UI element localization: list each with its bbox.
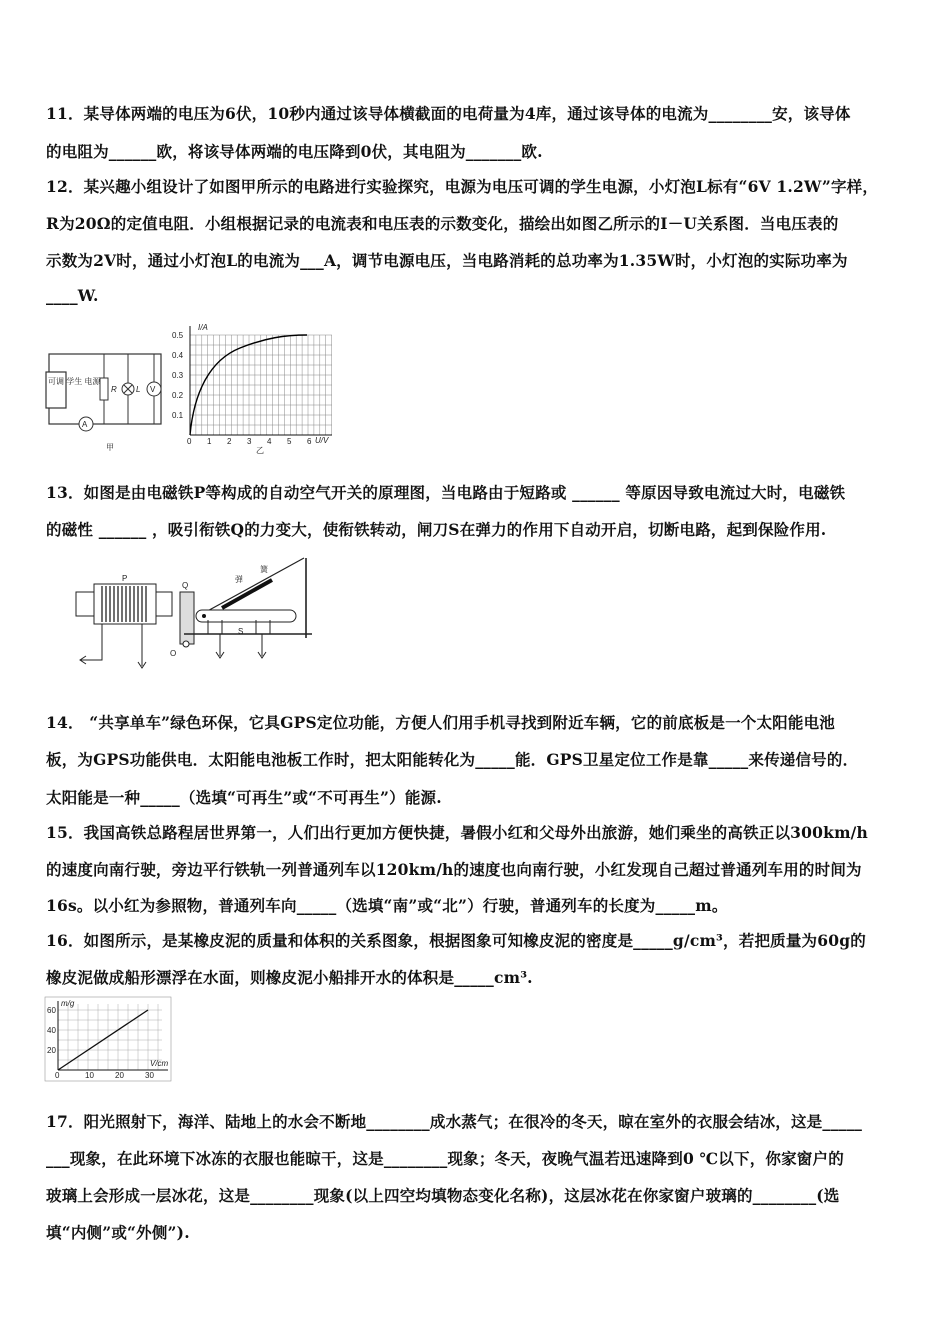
q15-line-3: 16s。以小红为参照物，普通列车向_____（选填“南”或“北”）行驶，普通列车的长度为_____m。 (46, 896, 728, 915)
v-label: V (150, 385, 156, 394)
q16-line-2: 橡皮泥做成船形漂浮在水面，则橡皮泥小船排开水的体积是_____cm³. (46, 968, 533, 987)
spring-label-1: 弹 (235, 575, 243, 584)
iu-x-tick: 1 (207, 437, 212, 446)
q11-line-1: 11．某导体两端的电压为6伏，10秒内通过该导体横截面的电荷量为4库，通过该导体的电流为________安，该导体 (46, 104, 851, 123)
q12-line-4: ____W. (46, 286, 99, 305)
q14-line-3: 太阳能是一种_____（选填“可再生”或“不可再生”）能源. (46, 788, 442, 807)
iu-x-tick: 5 (287, 437, 292, 446)
q12-line-3: 示数为2V时，通过小灯泡L的电流为___A，调节电源电压，当电路消耗的总功率为1.35W时，小灯泡的实际功率为 (46, 251, 848, 270)
iu-y-tick: 0.2 (172, 391, 184, 400)
switch-blade-s (196, 610, 296, 622)
q12-line-1: 12．某兴趣小组设计了如图甲所示的电路进行实验探究，电源为电压可调的学生电源，小灯泡L标有“6V 1.2W”字样， (46, 177, 879, 196)
iu-x-tick: 4 (267, 437, 272, 446)
iu-y-tick: 0.4 (172, 351, 184, 360)
iu-y-tick: 0.3 (172, 371, 184, 380)
iu-y-axis-label: I/A (198, 323, 208, 332)
mv-x-tick: 30 (145, 1071, 154, 1080)
iu-y-tick: 0.1 (172, 411, 184, 420)
mv-y-tick: 20 (47, 1046, 56, 1055)
iu-x-tick: 6 (307, 437, 312, 446)
l-label: L (136, 385, 141, 394)
s-label: S (238, 627, 244, 636)
q17-line-1: 17．阳光照射下，海洋、陆地上的水会不断地________成水蒸气；在很冷的冬天，晾在室外的衣服会结冰，这是_____ (46, 1112, 863, 1131)
iu-x-tick: 2 (227, 437, 232, 446)
q14-line-1: 14． “共享单车”绿色环保，它具GPS定位功能，方便人们用手机寻找到附近车辆，它的前底板是一个太阳能电池 (46, 713, 835, 732)
iu-y-tick: 0.5 (172, 331, 184, 340)
circuit-diagram (44, 346, 169, 456)
armature-q (180, 592, 194, 644)
mv-x-tick: 20 (115, 1071, 124, 1080)
mv-x-tick: 10 (85, 1071, 94, 1080)
q14-line-2: 板，为GPS功能供电．太阳能电池板工作时，把太阳能转化为_____能．GPS卫星定位工作是靠_____来传递信号的． (46, 750, 859, 769)
spring-label-2: 簧 (260, 565, 268, 574)
air-switch-diagram (72, 548, 322, 683)
q17-line-2: ___现象，在此环境下冰冻的衣服也能晾干，这是________现象；冬天，夜晚气温若迅速降到0 ℃以下，你家窗户的 (46, 1149, 844, 1168)
mv-y-tick: 40 (47, 1026, 56, 1035)
q-label: Q (182, 581, 189, 590)
iu-x-axis-label: U/V (315, 436, 329, 445)
q15-line-2: 的速度向南行驶，旁边平行铁轨一列普通列车以120km/h的速度也向南行驶，小红发现自己超过普通列车用的时间为 (46, 860, 862, 879)
iu-graph (170, 320, 340, 455)
iu-x-tick: 3 (247, 437, 252, 446)
q12-line-2: R为20Ω的定值电阻．小组根据记录的电流表和电压表的示数变化，描绘出如图乙所示的I－U关系图．当电压表的 (46, 214, 839, 233)
q11-line-2: 的电阻为______欧，将该导体两端的电压降到0伏，其电阻为_______欧. (46, 142, 543, 161)
mv-x-tick: 0 (55, 1071, 60, 1080)
mv-graph (44, 996, 174, 1084)
q13-line-2: 的磁性 ______ ，吸引衔铁Q的力变大，使衔铁转动，闸刀S在弹力的作用下自动开启，切断电路，起到保险作用. (46, 520, 827, 539)
p-label: P (122, 574, 128, 583)
o-label: O (170, 649, 177, 658)
r-label: R (111, 385, 117, 394)
q15-line-1: 15．我国高铁总路程居世界第一，人们出行更加方便快捷，暑假小红和父母外出旅游，她们乘坐的高铁正以300km/h (46, 823, 868, 842)
fig-caption-jia: 甲 (106, 443, 114, 452)
a-label: A (82, 420, 88, 429)
iu-x-tick: 0 (187, 437, 192, 446)
q17-line-4: 填“内侧”或“外侧”). (46, 1223, 190, 1242)
mv-x-axis-label: V/cm (150, 1059, 169, 1068)
fig-caption-yi: 乙 (256, 446, 264, 455)
mv-y-tick: 60 (47, 1006, 56, 1015)
q13-line-1: 13．如图是由电磁铁P等构成的自动空气开关的原理图，当电路由于短路或 ______ 等原因导致电流过大时，电磁铁 (46, 483, 846, 502)
q16-line-1: 16．如图所示，是某橡皮泥的质量和体积的关系图象，根据图象可知橡皮泥的密度是_____g/cm³，若把质量为60g的 (46, 931, 866, 950)
resistor-r (100, 378, 108, 400)
power-source-label: 可调 学生 电源 (48, 377, 101, 386)
mv-y-axis-label: m/g (61, 999, 75, 1008)
q17-line-3: 玻璃上会形成一层冰花，这是________现象(以上四空均填物态变化名称)，这层冰花在你家窗户玻璃的________(选 (46, 1186, 840, 1205)
